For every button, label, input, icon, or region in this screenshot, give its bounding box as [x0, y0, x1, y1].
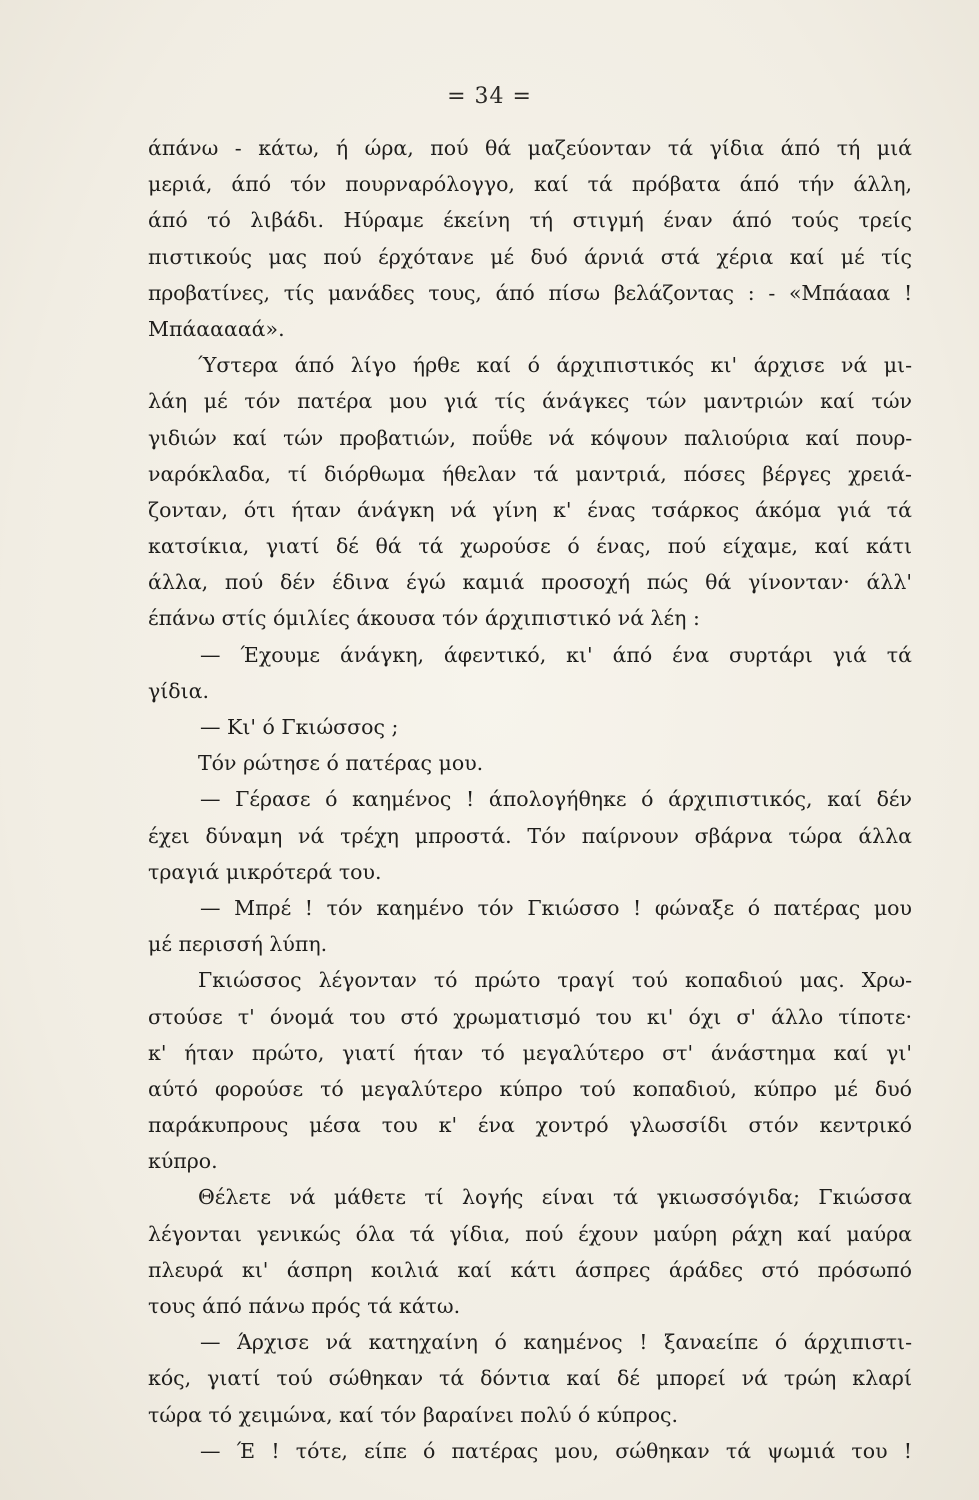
text-line-21: τραγιά μικρότερά του.: [148, 859, 382, 884]
text-line-8: λάη μέ τόν πατέρα μου γιά τίς άνάγκες τών μαντριών καί τών: [148, 389, 912, 414]
text-line-16: γίδια.: [148, 678, 210, 703]
text-line-12: κατσίκια, γιατί δέ θά τά χωρούσε ό ένας, πού είχαμε, καί κάτι: [148, 534, 912, 559]
text-line-24: Γκιώσσος λέγονταν τό πρώτο τραγί τού κοπαδιού μας. Χρω-: [198, 968, 912, 993]
text-line-35: κός, γιατί τού σώθηκαν τά δόντια καί δέ μπορεί νά τρώη κλαρί: [148, 1366, 912, 1391]
text-line-19: — Γέρασε ό καημένος ! άπολογήθηκε ό άρχιπιστικός, καί δέν: [200, 787, 912, 812]
text-line-9: γιδιών καί τών προβατιών, ποΰθε νά κόψουν παλιούρια καί πουρ-: [148, 425, 912, 450]
text-line-18: Τόν ρώτησε ό πατέρας μου.: [198, 751, 484, 776]
text-line-10: ναρόκλαδα, τί διόρθωμα ήθελαν τά μαντριά, πόσες βέργες χρειά-: [148, 461, 912, 486]
text-line-6: Μπάααααά».: [148, 316, 285, 341]
text-line-33: τους άπό πάνω πρός τά κάτω.: [148, 1294, 461, 1318]
text-line-13: άλλα, πού δέν έδινα έγώ καμιά προσοχή πώς θά γίνονταν· άλλ': [148, 570, 912, 595]
text-line-28: παράκυπρους μέσα του κ' ένα χοντρό γλωσσίδι στόν κεντρικό: [148, 1113, 912, 1138]
page-number: = 34 =: [447, 84, 532, 109]
text-line-29: κύπρο.: [148, 1149, 218, 1174]
text-line-32: πλευρά κι' άσπρη κοιλιά καί κάτι άσπρες άράδες στό πρόσωπό: [148, 1257, 912, 1282]
text-line-20: έχει δύναμη νά τρέχη μπροστά. Τόν παίρνουν σβάρνα τώρα άλλα: [148, 823, 912, 848]
body-text: [148, 130, 912, 1469]
text-line-26: κ' ήταν πρώτο, γιατί ήταν τό μεγαλύτερο στ' άνάστημα καί γι': [148, 1040, 912, 1065]
text-line-7: Ύστερα άπό λίγο ήρθε καί ό άρχιπιστικός κι' άρχισε νά μι-: [198, 353, 912, 378]
text-line-30: Θέλετε νά μάθετε τί λογής είναι τά γκιωσσόγιδα; Γκιώσσα: [198, 1185, 912, 1210]
text-line-4: πιστικούς μας πού έρχότανε μέ δυό άρνιά στά χέρια καί μέ τίς: [148, 244, 912, 269]
text-line-17: — Κι' ό Γκιώσσος ;: [200, 715, 399, 739]
text-line-25: στούσε τ' όνομά του στό χρωματισμό του κι' όχι σ' άλλο τίποτε·: [148, 1004, 912, 1029]
text-line-1: άπάνω - κάτω, ή ώρα, πού θά μαζεύονταν τά γίδια άπό τή μιά: [148, 136, 912, 160]
text-line-3: άπό τό λιβάδι. Ηύραμε έκείνη τή στιγμή έναν άπό τούς τρείς: [148, 208, 912, 233]
text-line-31: λέγονται γενικώς όλα τά γίδια, πού έχουν μαύρη ράχη καί μαύρα: [148, 1221, 912, 1246]
text-line-15: — Έχουμε άνάγκη, άφεντικό, κι' άπό ένα συρτάρι γιά τά: [200, 642, 912, 667]
text-line-37: — Έ ! τότε, είπε ό πατέρας μου, σώθηκαν τά ψωμιά του !: [200, 1438, 912, 1463]
text-line-5: προβατίνες, τίς μανάδες τους, άπό πίσω βελάζοντας : - «Μπάααα !: [148, 280, 912, 305]
text-line-27: αύτό φορούσε τό μεγαλύτερο κύπρο τού κοπαδιού, κύπρο μέ δυό: [148, 1076, 912, 1101]
text-line-23: μέ περισσή λύπη.: [148, 932, 328, 957]
text-line-36: τώρα τό χειμώνα, καί τόν βαραίνει πολύ ό κύπρος.: [148, 1402, 679, 1427]
text-line-22: — Μπρέ ! τόν καημένο τόν Γκιώσσο ! φώναξε ό πατέρας μου: [200, 895, 912, 920]
text-line-34: — Άρχισε νά κατηχαίνη ό καημένος ! ξαναείπε ό άρχιπιστι-: [200, 1330, 912, 1355]
text-line-2: μεριά, άπό τόν πουρναρόλογγο, καί τά πρόβατα άπό τήν άλλη,: [148, 172, 912, 197]
text-line-11: ζονταν, ότι ήταν άνάγκη νά γίνη κ' ένας τσάρκος άκόμα γιά τά: [148, 497, 912, 522]
text-line-14: έπάνω στίς όμιλίες άκουσα τόν άρχιπιστικό νά λέη :: [148, 606, 700, 631]
